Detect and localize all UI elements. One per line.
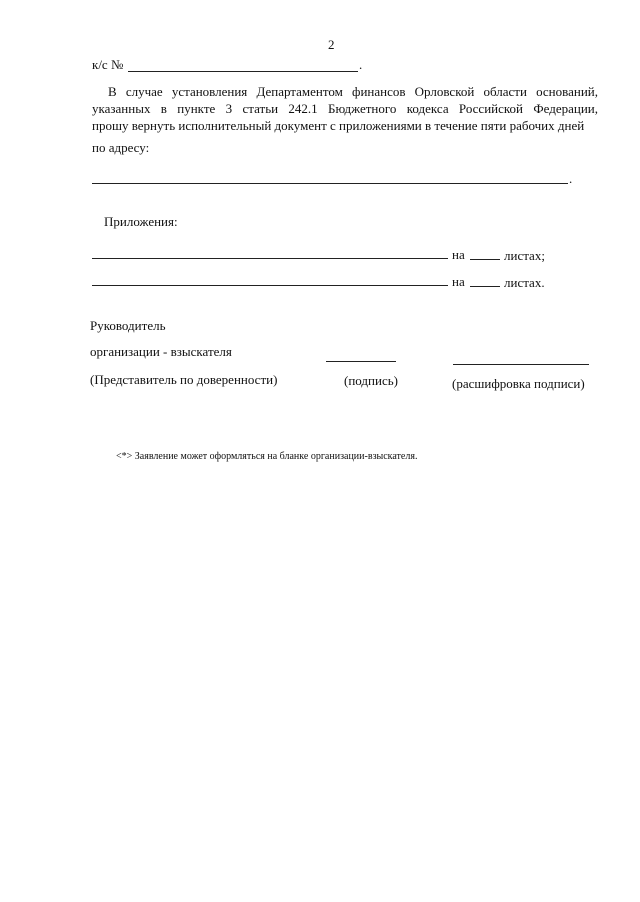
attachment-1-sheets-line: [470, 259, 500, 260]
paragraph-line-3: прошу вернуть исполнительный документ с приложениями в течение пяти рабочих дней: [92, 118, 585, 133]
attachment-2-na: на: [452, 274, 465, 289]
address-line: [92, 183, 568, 184]
attachment-1-line: [92, 258, 448, 259]
signature-title-2: организации - взыскателя: [90, 344, 232, 359]
address-period: .: [569, 171, 573, 186]
attachment-2-line: [92, 285, 448, 286]
footnote: <*> Заявление может оформляться на бланке организации-взыскателя.: [116, 451, 418, 462]
address-label: по адресу:: [92, 140, 150, 155]
ks-period: .: [359, 57, 363, 72]
attachment-2-sheets-line: [470, 286, 500, 287]
signature-line: [326, 361, 396, 362]
signature-title-1: Руководитель: [90, 318, 166, 333]
page-number: 2: [328, 37, 335, 52]
signature-title-3: (Представитель по доверенности): [90, 372, 278, 387]
signature-caption: (подпись): [344, 373, 398, 388]
paragraph-line-1: В случае установления Департаментом финансов Орловской области оснований,: [108, 84, 598, 99]
ks-number-line: [128, 71, 358, 72]
attachments-label: Приложения:: [104, 214, 178, 229]
ks-label: к/с №: [92, 57, 124, 72]
attachment-1-na: на: [452, 247, 465, 262]
attachment-2-suffix: листах.: [504, 275, 545, 290]
attachment-1-suffix: листах;: [504, 248, 545, 263]
signature-decoding-caption: (расшифровка подписи): [452, 376, 585, 391]
paragraph-line-2: указанных в пункте 3 статьи 242.1 Бюджетного кодекса Российской Федерации,: [92, 101, 598, 116]
signature-decoding-line: [453, 364, 589, 365]
